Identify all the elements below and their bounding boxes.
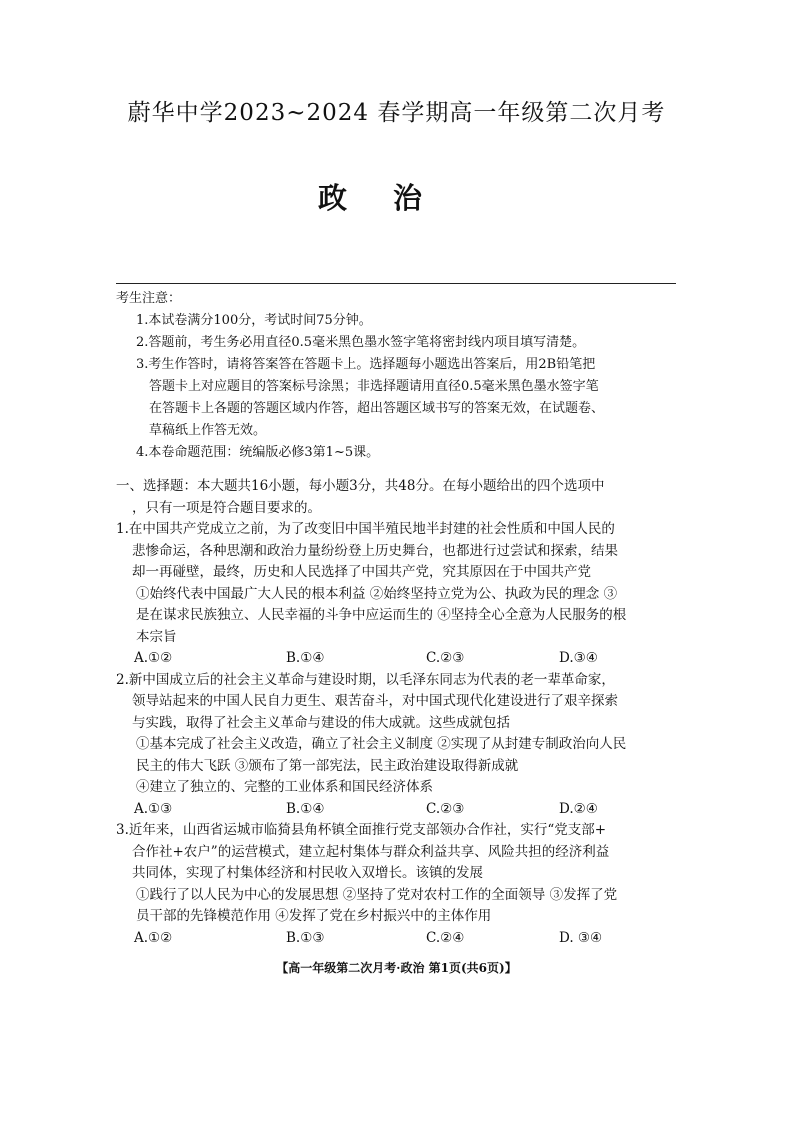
question-stem: 领导站起来的中国人民自力更生、艰苦奋斗，对中国式现代化建设进行了艰辛探索 xyxy=(132,693,618,709)
candidate-notice xyxy=(116,288,681,464)
question-statement: 是在谋求民族独立、人民幸福的斗争中应运而生的 ④坚持全心全意为人民服务的根 xyxy=(136,607,627,623)
choice-a: A.①② xyxy=(134,929,173,946)
section-line: 一、选择题：本大题共16小题，每小题3分，共48分。在每小题给出的四个选项中 xyxy=(116,478,605,494)
notice-item-cont: 答题卡上对应题目的答案标号涂黑；非选择题请用直径0.5毫米黑色墨水签字笔 xyxy=(149,379,599,394)
question-statement: ①始终代表中国最广大人民的根本利益 ②始终坚持立党为公、执政为民的理念 ③ xyxy=(136,585,618,602)
choice-a: A.①③ xyxy=(134,800,173,817)
question-stem: 悲惨命运，各种思潮和政治力量纷纷登上历史舞台，也都进行过尝试和探索，结果 xyxy=(132,542,618,559)
choice-d: D.③④ xyxy=(559,650,598,666)
question-stem: 却一再碰壁，最终，历史和人民选择了中国共产党，究其原因在于中国共产党 xyxy=(132,564,591,580)
choice-b: B.①④ xyxy=(286,800,325,817)
question-3 xyxy=(116,820,681,949)
notice-item: 4.本卷命题范围：统编版必修3第1~5课。 xyxy=(136,445,380,460)
section-line: ，只有一项是符合题目要求的。 xyxy=(132,499,321,516)
question-stem: 共同体，实现了村集体经济和村民收入双增长。该镇的发展 xyxy=(132,865,483,881)
answer-choices xyxy=(116,648,681,670)
notice-heading: 考生注意： xyxy=(116,291,182,306)
question-statement: ①基本完成了社会主义改造，确立了社会主义制度 ②实现了从封建专制政治向人民 xyxy=(136,736,627,752)
question-statement: ①践行了以人民为中心的发展思想 ②坚持了党对农村工作的全面领导 ③发挥了党 xyxy=(136,886,618,903)
choice-a: A.①② xyxy=(134,650,173,666)
header-divider xyxy=(116,283,676,284)
question-stem: 1.在中国共产党成立之前，为了改变旧中国半殖民地半封建的社会性质和中国人民的 xyxy=(116,521,615,537)
choice-c: C.②③ xyxy=(426,800,465,817)
question-1 xyxy=(116,519,681,670)
notice-item: 2.答题前，考生务必用直径0.5毫米黑色墨水签字笔将密封线内项目填写清楚。 xyxy=(136,335,586,350)
question-statement: 民主的伟大飞跃 ③颁布了第一部宪法，民主政治建设取得新成就 xyxy=(136,757,519,774)
question-2 xyxy=(116,670,681,821)
section-heading xyxy=(116,476,681,519)
page-footer: 【高一年级第二次月考·政治 第1页(共6页)】 xyxy=(276,961,517,975)
notice-item: 1.本试卷满分100分，考试时间75分钟。 xyxy=(136,313,372,328)
choice-c: C.②③ xyxy=(426,650,465,666)
question-statement: 员干部的先锋模范作用 ④发挥了党在乡村振兴中的主体作用 xyxy=(136,908,492,924)
choice-d: D.②④ xyxy=(559,800,598,817)
notice-item-cont: 草稿纸上作答无效。 xyxy=(149,423,267,438)
answer-choices xyxy=(116,928,681,950)
question-stem: 3.近年来，山西省运城市临猗县角杯镇全面推行党支部领办合作社，实行“党支部+ xyxy=(116,822,607,838)
exam-content xyxy=(116,476,681,949)
choice-c: C.②④ xyxy=(426,929,465,946)
choice-b: B.①④ xyxy=(286,650,325,666)
choice-b: B.①③ xyxy=(286,929,325,946)
question-stem: 合作社+农户”的运营模式，建立起村集体与群众利益共享、风险共担的经济利益 xyxy=(132,843,610,860)
question-stem: 2.新中国成立后的社会主义革命与建设时期，以毛泽东同志为代表的老一辈革命家， xyxy=(116,671,615,688)
notice-item: 3.考生作答时，请将答案答在答题卡上。选择题每小题选出答案后，用2B铅笔把 xyxy=(136,357,596,372)
exam-title: 蔚华中学2023~2024 春学期高一年级第二次月考 xyxy=(127,100,666,126)
notice-item-cont: 在答题卡上各题的答题区域内作答，超出答题区域书写的答案无效，在试题卷、 xyxy=(149,401,605,416)
question-statement: ④建立了独立的、完整的工业体系和国民经济体系 xyxy=(136,779,433,795)
question-statement: 本宗旨 xyxy=(136,628,177,645)
answer-choices xyxy=(116,799,681,821)
question-stem: 与实践，取得了社会主义革命与建设的伟大成就。这些成就包括 xyxy=(132,714,510,731)
subject-title: 政治 xyxy=(318,181,469,215)
choice-d: D. ③④ xyxy=(559,929,603,946)
